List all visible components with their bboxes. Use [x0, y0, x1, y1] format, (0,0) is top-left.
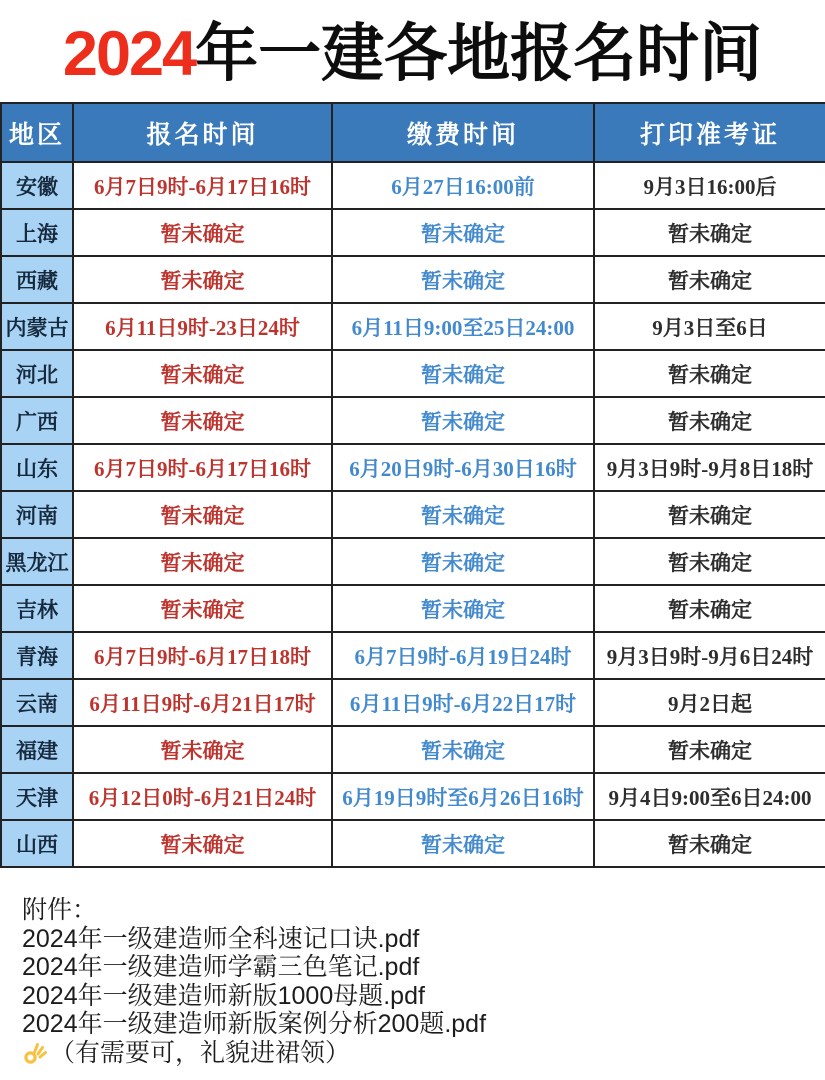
payment-time-cell: 暂未确定 — [332, 491, 594, 538]
region-cell: 山东 — [1, 444, 73, 491]
payment-time-cell: 6月11日9:00至25日24:00 — [332, 303, 594, 350]
region-cell: 河北 — [1, 350, 73, 397]
payment-time-cell: 6月27日16:00前 — [332, 162, 594, 209]
table-header-row — [1, 103, 825, 162]
print-ticket-cell: 9月3日9时-9月8日18时 — [594, 444, 825, 491]
table-row — [1, 820, 825, 867]
signup-time-cell: 暂未确定 — [73, 820, 332, 867]
title-rest: 年一建各地报名时间 — [195, 19, 763, 89]
region-cell: 天津 — [1, 773, 73, 820]
attachment-list — [22, 925, 825, 1039]
table-row — [1, 585, 825, 632]
signup-time-cell: 暂未确定 — [73, 585, 332, 632]
payment-time-cell: 暂未确定 — [332, 538, 594, 585]
attachment-filename: 2024年一级建造师新版1000母题.pdf — [22, 981, 425, 1010]
region-cell: 安徽 — [1, 162, 73, 209]
table-row — [1, 538, 825, 585]
print-ticket-cell: 9月2日起 — [594, 679, 825, 726]
table-row — [1, 209, 825, 256]
registration-table — [0, 102, 825, 868]
payment-time-cell: 暂未确定 — [332, 397, 594, 444]
signup-time-cell: 暂未确定 — [73, 350, 332, 397]
print-ticket-cell: 9月3日16:00后 — [594, 162, 825, 209]
region-cell: 广西 — [1, 397, 73, 444]
print-ticket-cell: 9月3日至6日 — [594, 303, 825, 350]
region-cell: 黑龙江 — [1, 538, 73, 585]
region-cell: 福建 — [1, 726, 73, 773]
region-cell: 青海 — [1, 632, 73, 679]
table-row — [1, 726, 825, 773]
print-ticket-cell: 暂未确定 — [594, 209, 825, 256]
table-row — [1, 350, 825, 397]
print-ticket-cell: 9月4日9:00至6日24:00 — [594, 773, 825, 820]
signup-time-cell: 暂未确定 — [73, 538, 332, 585]
table-row — [1, 303, 825, 350]
signup-time-cell: 6月7日9时-6月17日18时 — [73, 632, 332, 679]
attachments-label: 附件： — [22, 896, 98, 924]
title-year: 2024 — [62, 19, 196, 89]
table-row — [1, 256, 825, 303]
print-ticket-cell: 暂未确定 — [594, 585, 825, 632]
payment-time-cell: 6月20日9时-6月30日16时 — [332, 444, 594, 491]
print-ticket-cell: 暂未确定 — [594, 350, 825, 397]
table-row — [1, 162, 825, 209]
column-header-region: 地区 — [1, 103, 73, 162]
note-line — [22, 1039, 825, 1068]
attachment-filename: 2024年一级建造师学霸三色笔记.pdf — [22, 953, 420, 982]
payment-time-cell: 暂未确定 — [332, 350, 594, 397]
table-row — [1, 773, 825, 820]
print-ticket-cell: 9月3日9时-9月6日24时 — [594, 632, 825, 679]
table-row — [1, 632, 825, 679]
table-row — [1, 444, 825, 491]
payment-time-cell: 暂未确定 — [332, 585, 594, 632]
page-title — [0, 0, 825, 100]
signup-time-cell: 暂未确定 — [73, 491, 332, 538]
region-cell: 河南 — [1, 491, 73, 538]
payment-time-cell: 6月11日9时-6月22日17时 — [332, 679, 594, 726]
payment-time-cell: 6月19日9时至6月26日16时 — [332, 773, 594, 820]
print-ticket-cell: 暂未确定 — [594, 726, 825, 773]
signup-time-cell: 6月7日9时-6月17日16时 — [73, 162, 332, 209]
table-row — [1, 397, 825, 444]
signup-time-cell: 6月11日9时-6月21日17时 — [73, 679, 332, 726]
print-ticket-cell: 暂未确定 — [594, 256, 825, 303]
region-cell: 山西 — [1, 820, 73, 867]
attachments-section — [22, 896, 825, 1068]
region-cell: 西藏 — [1, 256, 73, 303]
signup-time-cell: 6月7日9时-6月17日16时 — [73, 444, 332, 491]
signup-time-cell: 6月12日0时-6月21日24时 — [73, 773, 332, 820]
ok-hand-icon — [22, 1040, 48, 1066]
payment-time-cell: 6月7日9时-6月19日24时 — [332, 632, 594, 679]
table-row — [1, 491, 825, 538]
attachment-filename: 2024年一级建造师新版案例分析200题.pdf — [22, 1010, 487, 1039]
payment-time-cell: 暂未确定 — [332, 820, 594, 867]
signup-time-cell: 暂未确定 — [73, 256, 332, 303]
table-row — [1, 679, 825, 726]
column-header-signup-time: 报名时间 — [73, 103, 332, 162]
region-cell: 上海 — [1, 209, 73, 256]
print-ticket-cell: 暂未确定 — [594, 397, 825, 444]
signup-time-cell: 暂未确定 — [73, 726, 332, 773]
print-ticket-cell: 暂未确定 — [594, 491, 825, 538]
payment-time-cell: 暂未确定 — [332, 209, 594, 256]
signup-time-cell: 暂未确定 — [73, 397, 332, 444]
region-cell: 吉林 — [1, 585, 73, 632]
signup-time-cell: 6月11日9时-23日24时 — [73, 303, 332, 350]
attachment-filename: 2024年一级建造师全科速记口诀.pdf — [22, 924, 420, 953]
note-text: （有需要可，礼貌进裙领） — [50, 1038, 351, 1067]
print-ticket-cell: 暂未确定 — [594, 538, 825, 585]
region-cell: 内蒙古 — [1, 303, 73, 350]
region-cell: 云南 — [1, 679, 73, 726]
column-header-print-ticket: 打印准考证 — [594, 103, 825, 162]
payment-time-cell: 暂未确定 — [332, 256, 594, 303]
payment-time-cell: 暂未确定 — [332, 726, 594, 773]
signup-time-cell: 暂未确定 — [73, 209, 332, 256]
print-ticket-cell: 暂未确定 — [594, 820, 825, 867]
column-header-payment-time: 缴费时间 — [332, 103, 594, 162]
